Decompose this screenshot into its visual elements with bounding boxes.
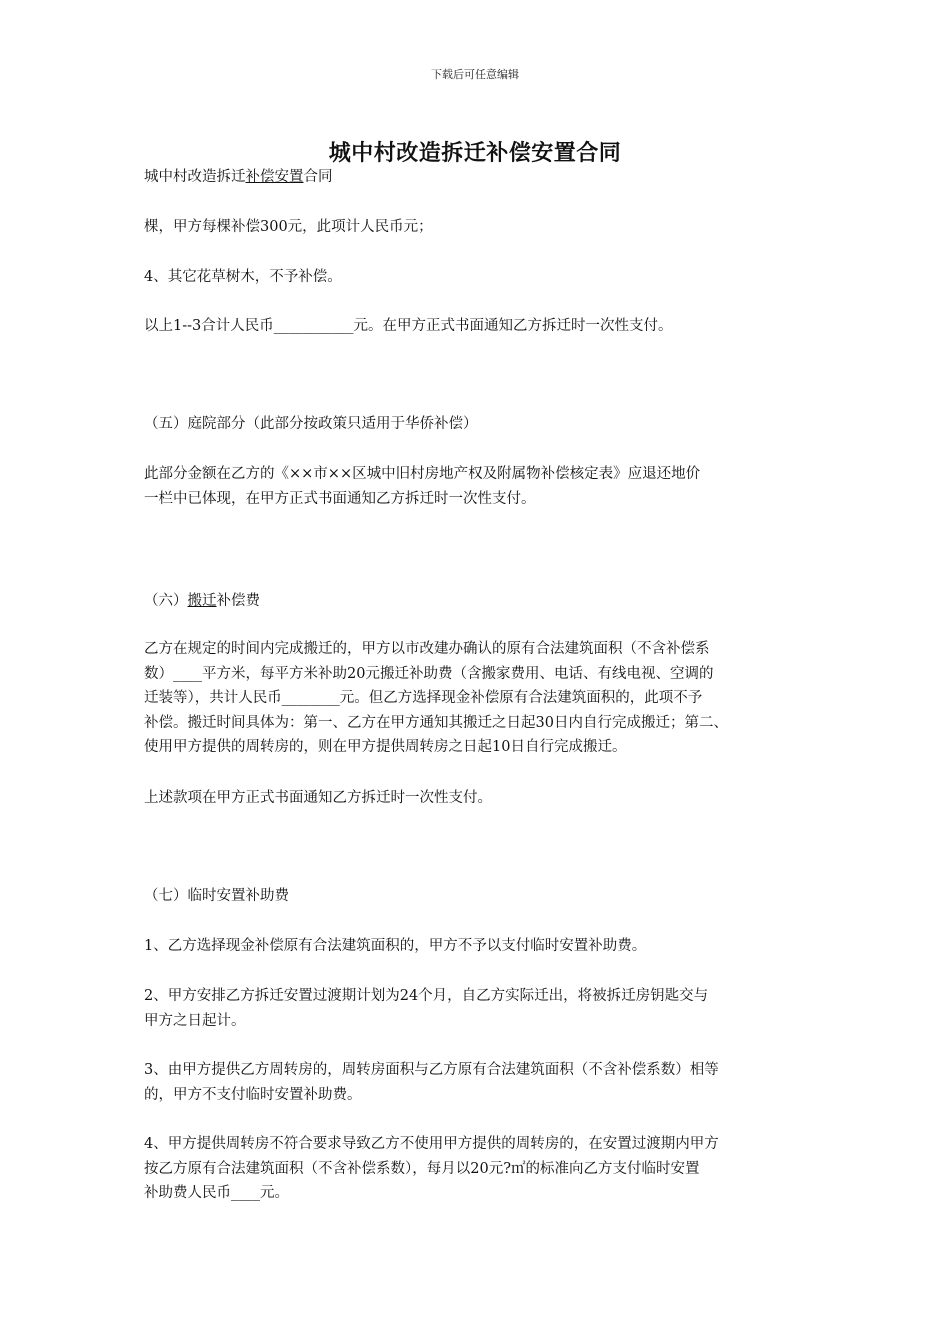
section6-heading-a: （六） bbox=[144, 593, 188, 609]
header-note: 下载后可任意编辑 bbox=[431, 68, 519, 81]
subtitle-paragraph bbox=[144, 165, 824, 190]
subtitle-text-c: 合同 bbox=[303, 169, 333, 185]
section6-payment: 上述款项在甲方正式书面通知乙方拆迁时一次性支付。 bbox=[144, 790, 492, 806]
section7-item4-line-3: 补助费人民币____元。 bbox=[144, 1185, 289, 1201]
section7-item3-line-2: 的，甲方不支付临时安置补助费。 bbox=[144, 1086, 362, 1103]
section6-line-1: 乙方在规定的时间内完成搬迁的，甲方以市改建办确认的原有合法建筑面积（不含补偿系 bbox=[144, 641, 710, 657]
section7-item3-line-1: 3、由甲方提供乙方周转房的，周转房面积与乙方原有合法建筑面积（不含补偿系数）相等 bbox=[144, 1062, 719, 1078]
section5-line-1: 此部分金额在乙方的《××市××区城中旧村房地产权及附属物补偿核定表》应退还地价 bbox=[144, 466, 701, 482]
section6-line-5: 使用甲方提供的周转房的，则在甲方提供周转房之日起10日自行完成搬迁。 bbox=[144, 739, 627, 755]
section6-body bbox=[144, 637, 824, 760]
section5-heading: （五）庭院部分（此部分按政策只适用于华侨补偿） bbox=[144, 416, 478, 432]
section6-heading-underlined: 搬迁 bbox=[187, 593, 217, 609]
section5-body bbox=[144, 462, 824, 511]
section6-heading-c: 补偿费 bbox=[216, 593, 260, 609]
section7-item2 bbox=[144, 984, 824, 1033]
section6-heading bbox=[144, 589, 824, 614]
trees-paragraph: 棵，甲方每棵补偿300元，此项计人民币元； bbox=[144, 219, 433, 235]
section5-line-2: 一栏中已体现，在甲方正式书面通知乙方拆迁时一次性支付。 bbox=[144, 490, 536, 507]
section6-line-4: 补偿。搬迁时间具体为：第一、乙方在甲方通知其搬迁之日起30日内自行完成搬迁；第二、 bbox=[144, 714, 728, 731]
total-paragraph: 以上1--3合计人民币___________元。在甲方正式书面通知乙方拆迁时一次性支付。 bbox=[144, 318, 673, 334]
section6-line-2: 数）____平方米，每平方米补助20元搬迁补助费（含搬家费用、电话、有线电视、空调的 bbox=[144, 665, 714, 682]
section7-item4-line-2: 按乙方原有合法建筑面积（不含补偿系数），每月以20元?㎡的标准向乙方支付临时安置 bbox=[144, 1160, 700, 1177]
subtitle-text-a: 城中村改造拆迁 bbox=[144, 169, 246, 185]
section7-item3 bbox=[144, 1058, 824, 1107]
section7-item4-line-1: 4、甲方提供周转房不符合要求导致乙方不使用甲方提供的周转房的，在安置过渡期内甲方 bbox=[144, 1136, 719, 1152]
section7-item1: 1、乙方选择现金补偿原有合法建筑面积的，甲方不予以支付临时安置补助费。 bbox=[144, 938, 647, 954]
section6-line-3: 迁装等），共计人民币________元。但乙方选择现金补偿原有合法建筑面积的，此项不予 bbox=[144, 690, 703, 706]
section7-item2-line-2: 甲方之日起计。 bbox=[144, 1012, 246, 1029]
section7-heading: （七）临时安置补助费 bbox=[144, 888, 289, 904]
section7-item4 bbox=[144, 1132, 824, 1206]
subtitle-text-underlined: 补偿安置 bbox=[245, 169, 304, 185]
item4-paragraph: 4、其它花草树木，不予补偿。 bbox=[144, 269, 342, 285]
section7-item2-line-1: 2、甲方安排乙方拆迁安置过渡期计划为24个月，自乙方实际迁出，将被拆迁房钥匙交与 bbox=[144, 988, 709, 1004]
document-title: 城中村改造拆迁补偿安置合同 bbox=[328, 140, 622, 166]
